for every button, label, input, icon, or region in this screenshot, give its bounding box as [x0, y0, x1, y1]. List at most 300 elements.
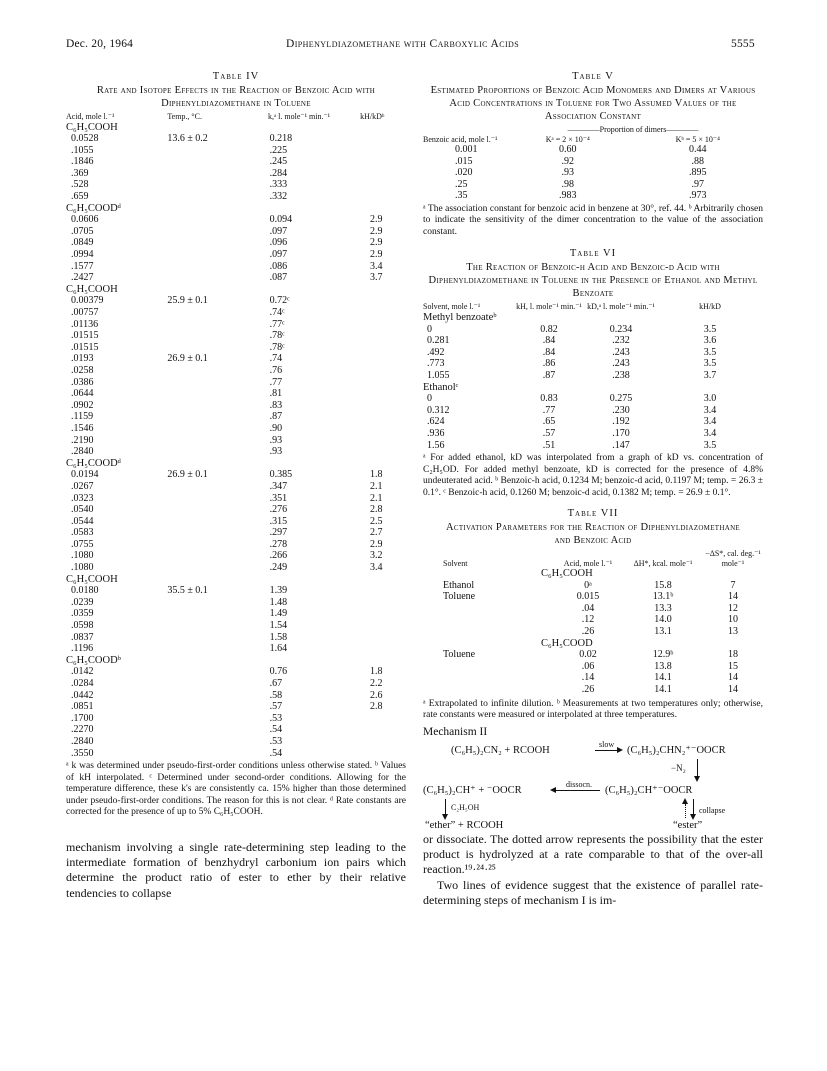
table6-cell: .243 — [612, 346, 630, 358]
table4-row — [66, 748, 406, 760]
table4-row — [66, 678, 406, 690]
table4-row — [66, 539, 406, 551]
table4-cell — [338, 748, 406, 760]
table7-cell — [423, 603, 553, 615]
table4-cell — [167, 748, 259, 760]
table4-row — [66, 632, 406, 644]
table4-cell: .54 — [269, 747, 283, 759]
table4-cell: .1700 — [71, 712, 94, 724]
table4-group-row — [66, 655, 406, 667]
table4-cell — [338, 342, 406, 354]
table4-cell — [167, 226, 259, 238]
table4-cell: .00757 — [71, 307, 99, 318]
table4-cell: .276 — [269, 504, 288, 516]
table4-cell: .58 — [269, 689, 283, 701]
table4-cell: .74 — [269, 353, 283, 365]
table4-cell: .77ᶜ — [269, 318, 285, 330]
table6-cell: .773 — [427, 358, 445, 370]
table5-cell: .93 — [561, 167, 575, 179]
table4-row — [66, 562, 406, 574]
table4-cell — [167, 550, 259, 562]
table4-row — [66, 550, 406, 562]
table5-col-span: ————Proportion of dimers———— — [567, 125, 699, 134]
table4-row — [66, 411, 406, 423]
table4-cell — [167, 388, 259, 400]
table7 — [423, 549, 763, 696]
table4-cell: 1.64 — [269, 643, 288, 655]
table4-cell: .0442 — [71, 689, 94, 701]
table4-cell: .333 — [269, 179, 288, 191]
table4-footnote: ᵃ k was determined under pseudo-first-order conditions unless otherwise stated. ᵇ Values of kH interpolated. ᶜ Determined under second-order conditions. Allowing for the temperature difference, these k's are consistently ca. 15% higher than those determined under pseudo-first-order conditions. The reason for this is not clear. ᵈ Rate constants are corrected for the presence of up to 5% C₆H₅COOH. — [66, 761, 406, 818]
table4-row — [66, 295, 406, 307]
table5-cell: .25 — [455, 178, 468, 190]
table4-row — [66, 272, 406, 284]
table4-cell: .0267 — [71, 480, 94, 492]
table7-footnote: ᵃ Extrapolated to infinite dilution. ᵇ Measurements at two temperatures only; otherwise, rate constants were measured or interpolated at three temperatures. — [423, 698, 763, 721]
table4-cell: .347 — [269, 480, 288, 492]
table6-cell: .492 — [427, 346, 445, 358]
table4-cell — [338, 319, 406, 331]
table7-cell: 12.9ᵇ — [652, 649, 674, 661]
table4-cell — [167, 527, 259, 539]
table6-col-kd: kD,ᵃ l. mole⁻¹ min.⁻¹ — [587, 302, 655, 312]
table7-cell: 14 — [728, 591, 738, 603]
table7-cell: 13 — [728, 626, 738, 638]
table4-cell: 13.6 ± 0.2 — [167, 133, 208, 145]
table6-row — [423, 393, 763, 405]
table4-cell: .0193 — [71, 353, 94, 365]
table5-col-k1: Kᵃ = 2 × 10⁻⁴ — [545, 134, 590, 144]
table4-cell — [167, 156, 259, 168]
table7-cell: .26 — [581, 626, 595, 638]
table4-cell: .249 — [269, 562, 288, 574]
table4-group-name: C₆H₅COODᵈ — [66, 202, 121, 214]
table4-cell: .1577 — [71, 260, 94, 272]
table4-cell — [167, 249, 259, 261]
table4-cell: .0142 — [71, 666, 94, 678]
table4-cell: 2.9 — [369, 538, 383, 550]
table6-cell: 3.5 — [703, 439, 717, 451]
table4-cell: 26.9 ± 0.1 — [167, 469, 208, 481]
table6-footnote: ᵃ For added ethanol, kD was interpolated from a graph of kD vs. concentration of C₂H₅OD. For added methyl benzoate, kD is corrected for the presence of 4.8% undeuterated acid. ᵇ Benzoic-h acid, 0.1234 M; benzoic-d acid, 0.1197 M; temp. = 26.3 ± 0.1°. ᶜ Benzoic-h acid, 0.1260 M; benzoic-d acid, 0.1382 M; temp. = 26.9 ± 0.1°. — [423, 453, 763, 498]
table4-cell: .3550 — [71, 747, 94, 759]
table7-row — [423, 672, 763, 684]
table4-row — [66, 353, 406, 365]
table6-cell: 3.7 — [703, 369, 717, 381]
table4-cell — [167, 690, 259, 702]
table4-group-row — [66, 122, 406, 134]
table4-group-name: C₆H₅COOH — [66, 283, 118, 295]
table6-cell: .170 — [612, 427, 630, 439]
table4-row — [66, 237, 406, 249]
table4-cell — [338, 179, 406, 191]
table4-cell: 26.9 ± 0.1 — [167, 353, 208, 365]
table7-cell: 13.1ᵇ — [652, 591, 674, 603]
table4-cell — [338, 597, 406, 609]
table7-cell: .26 — [581, 684, 595, 696]
table4-cell: .67 — [269, 678, 283, 689]
table5-title: Estimated Proportions of Benzoic Acid Monomers and Dimers at Various Acid Concentrations in Toluene for Two Assumed Values of the Association Constant — [430, 85, 756, 122]
table4-cell: .57 — [269, 701, 283, 713]
table4-group-row — [66, 458, 406, 470]
table6-row — [423, 335, 763, 347]
table4-row — [66, 597, 406, 609]
table4-cell: 2.2 — [369, 678, 383, 689]
table4-row — [66, 608, 406, 620]
table6-cell: .243 — [612, 358, 630, 370]
table4-cell: .528 — [71, 179, 89, 191]
table4-cell: .0705 — [71, 225, 94, 237]
table4-title: Rate and Isotope Effects in the Reaction of Benzoic Acid with Diphenyldiazomethane in Toluene — [96, 85, 376, 109]
table4-cell — [167, 214, 259, 226]
table7-col-acid: Acid, mole l.⁻¹ — [563, 558, 613, 568]
table4-row — [66, 214, 406, 226]
table7-row — [423, 603, 763, 615]
table4-cell — [338, 713, 406, 725]
table4-cell: .01136 — [71, 318, 99, 330]
table4-cell: 3.7 — [369, 272, 383, 284]
table7-cell: 0ᵃ — [584, 579, 592, 591]
table4-cell: 2.5 — [369, 515, 383, 527]
table4-row — [66, 481, 406, 493]
table4-row — [66, 388, 406, 400]
table4-group-name: C₆H₅COODᵈ — [66, 457, 121, 469]
table4-cell — [338, 295, 406, 307]
table5-row — [423, 156, 763, 168]
table4-row — [66, 469, 406, 481]
table4-cell — [167, 666, 259, 678]
table4-cell: .2270 — [71, 724, 94, 736]
table6-col-solvent: Solvent, mole l.⁻¹ — [423, 302, 481, 312]
table7-cell: 15.8 — [654, 579, 672, 591]
table4-cell: 2.7 — [369, 527, 383, 539]
mechanism-eq1-left: (C₆H₅)₂CN₂ + RCOOH — [451, 744, 550, 756]
table6-cell: 0.82 — [540, 323, 558, 335]
table5-cell: .973 — [689, 190, 707, 202]
table7-cell: Toluene — [443, 649, 476, 661]
table4-cell: .01515 — [71, 330, 99, 342]
table4-cell: .332 — [269, 191, 288, 203]
table4-col-ratio: kH/kDᵇ — [360, 112, 385, 121]
table5-cell: 0.001 — [455, 144, 478, 155]
table4 — [66, 112, 406, 759]
table4-cell: .0598 — [71, 620, 94, 632]
table4-cell — [338, 168, 406, 180]
table4-row — [66, 446, 406, 458]
table4-cell: .097 — [269, 249, 288, 261]
table4-cell — [167, 191, 259, 203]
table7-cell: 0.015 — [576, 591, 600, 603]
table5-cell: .88 — [691, 155, 705, 167]
table6-cell: .192 — [612, 416, 630, 428]
left-column — [66, 70, 406, 901]
table4-cell: 0.0194 — [71, 469, 99, 481]
table6-cell: .84 — [542, 335, 556, 347]
table4-cell: .0644 — [71, 388, 94, 400]
table4-cell: .0583 — [71, 527, 94, 539]
table7-group-name: C₆H₅COOH — [541, 568, 593, 580]
table4-row — [66, 400, 406, 412]
table4-cell — [167, 643, 259, 655]
table4-row — [66, 516, 406, 528]
mechanism-eq2-left: (C₆H₅)₂CH⁺ + ⁻OOCR — [423, 784, 522, 796]
table4-row — [66, 666, 406, 678]
right-column — [423, 70, 763, 909]
table4-cell: .351 — [269, 492, 288, 504]
table6-title: The Reaction of Benzoic-h Acid and Benzoic-d Acid with Diphenyldiazomethane in Toluene in the Presence of Ethanol and Methyl Benzoate — [428, 262, 758, 300]
table6-cell: .624 — [427, 416, 445, 428]
table4-cell: .1080 — [71, 562, 94, 574]
table4-cell — [338, 191, 406, 203]
table7-cell: 13.1 — [654, 626, 672, 638]
table4-row — [66, 724, 406, 736]
table6-cell: .238 — [612, 369, 630, 381]
table5-cell: .983 — [559, 190, 577, 202]
mechanism-label: Mechanism II — [423, 725, 488, 738]
table4-col-acid: Acid, mole l.⁻¹ — [66, 112, 115, 121]
table7-cell: .14 — [581, 672, 595, 684]
table7-cell: 7 — [730, 579, 736, 591]
table4-cell — [338, 411, 406, 423]
table4-cell: 2.6 — [369, 689, 383, 701]
table4-cell: .90 — [269, 422, 283, 434]
table4-cell: .087 — [269, 272, 288, 284]
table4-cell: .1546 — [71, 422, 94, 434]
table5-cell: .020 — [455, 167, 473, 179]
table4-cell: .78ᶜ — [269, 330, 285, 342]
mechanism — [423, 726, 763, 830]
right-arrow-head-icon — [617, 747, 623, 753]
table4-group-row — [66, 574, 406, 586]
table7-label: Table VII — [567, 508, 619, 520]
table4-cell: .81 — [269, 388, 283, 400]
table4-group-name: C₆H₅COODᵇ — [66, 654, 121, 666]
table4-cell: 1.48 — [269, 596, 288, 608]
table4-cell: .096 — [269, 237, 288, 249]
table4-cell — [167, 516, 259, 528]
table4-row — [66, 435, 406, 447]
table7-cell: 12 — [728, 602, 738, 614]
table6-row — [423, 358, 763, 370]
table4-cell: 2.9 — [369, 214, 383, 226]
table6-cell: 3.4 — [703, 427, 717, 439]
table7-cell: Ethanol — [443, 579, 475, 591]
header-page: 5555 — [731, 38, 755, 50]
table4-group-row — [66, 284, 406, 296]
table4-cell: 0.72ᶜ — [269, 295, 290, 307]
table4-group-name: C₆H₅COOH — [66, 573, 118, 585]
table7-cell: Toluene — [443, 591, 476, 603]
table7-cell: 10 — [728, 614, 738, 626]
table4-cell: .83 — [269, 399, 283, 411]
table4-cell — [167, 342, 259, 354]
table4-cell: 1.8 — [369, 469, 383, 481]
table7-row — [423, 580, 763, 592]
table6-row — [423, 440, 763, 452]
up-arrow-dotted-icon — [685, 804, 686, 818]
body-text-left: mechanism involving a single rate-determining step leading to the intermediate formation of benzhydryl carbonium ion pairs which determine the product ratio of ester to ether by their relative tendencies to collapse — [66, 839, 406, 900]
table6-row — [423, 416, 763, 428]
table7-cell: 15 — [728, 660, 738, 672]
table4-cell — [167, 446, 259, 458]
table4-cell: .87 — [269, 411, 283, 423]
table4-cell: .1055 — [71, 144, 94, 156]
table4-row — [66, 145, 406, 157]
table4-row — [66, 365, 406, 377]
table4-cell: .1196 — [71, 643, 94, 655]
table6-cell: .87 — [542, 369, 556, 381]
table4-cell — [338, 353, 406, 365]
table7-cell: 13.3 — [654, 602, 672, 614]
table4-label: Table IV — [212, 71, 260, 82]
table4-cell — [167, 620, 259, 632]
table4-row — [66, 133, 406, 145]
table7-cell: 14 — [728, 672, 738, 684]
table6-cell: 3.5 — [703, 346, 717, 358]
table7-group-row — [423, 638, 763, 650]
table4-cell — [167, 145, 259, 157]
table5-cell: .35 — [455, 190, 468, 202]
table7-cell — [423, 661, 553, 673]
mechanism-ethanol: C₂H₅OH — [451, 802, 480, 812]
table4-row — [66, 179, 406, 191]
table7-row — [423, 626, 763, 638]
table4-cell — [167, 365, 259, 377]
table7-cell: .12 — [581, 614, 595, 626]
table4-cell — [167, 261, 259, 273]
table4-cell — [167, 330, 259, 342]
table6-cell: .86 — [542, 358, 556, 370]
table4-cell: .0851 — [71, 701, 94, 713]
table6-cell: 1.055 — [427, 369, 450, 381]
table7-cell — [423, 614, 553, 626]
table4-cell: .53 — [269, 712, 283, 724]
table4-cell — [167, 504, 259, 516]
table4-cell — [338, 423, 406, 435]
table6-cell: 0 — [427, 323, 432, 335]
mechanism-eq1-right: (C₆H₅)₂CHN₂⁺⁻OOCR — [627, 744, 726, 756]
table4-cell: .0755 — [71, 538, 94, 550]
table6-cell: 0.281 — [427, 335, 450, 347]
table7-cell — [423, 626, 553, 638]
table7-cell: .06 — [581, 660, 595, 672]
table4-cell: .315 — [269, 515, 288, 527]
table4-cell: 1.54 — [269, 620, 288, 632]
table7-row — [423, 614, 763, 626]
table7-row — [423, 591, 763, 603]
table4-cell — [338, 435, 406, 447]
table4-cell — [167, 481, 259, 493]
table4-cell: .659 — [71, 191, 89, 203]
table4-cell — [167, 678, 259, 690]
table5-col-k2: Kᵇ = 5 × 10⁻⁴ — [675, 134, 720, 144]
table6-cell: .65 — [542, 416, 556, 428]
table4-cell: .0849 — [71, 237, 94, 249]
table6-group-name: Methyl benzoateᵇ — [423, 311, 497, 323]
table4-cell: 2.9 — [369, 225, 383, 237]
table4-cell: .0386 — [71, 376, 94, 388]
table4-row — [66, 713, 406, 725]
table6-row — [423, 428, 763, 440]
table4-cell: .53 — [269, 735, 283, 747]
table6-cell: 3.0 — [703, 393, 717, 405]
table6-cell: 0.312 — [427, 404, 450, 416]
mechanism-ether: “ether” + RCOOH — [425, 819, 504, 831]
table4-cell: .0258 — [71, 364, 94, 376]
table6-label: Table VI — [569, 248, 617, 260]
body-text-right-1: or dissociate. The dotted arrow represents the possibility that the ester product is hydrolyzed at a rate comparable to that of the over-all reaction.¹⁹·²⁴·²⁵ — [423, 831, 763, 877]
table4-row — [66, 527, 406, 539]
table4-cell: 1.8 — [369, 666, 383, 678]
table4-group-name: C₆H₅COOH — [66, 121, 118, 133]
table4-cell — [338, 365, 406, 377]
table4-cell — [338, 724, 406, 736]
table6-group-row — [423, 312, 763, 324]
table6-row — [423, 347, 763, 359]
table6-col-ratio: kH/kD — [699, 302, 721, 312]
table4-cell — [167, 272, 259, 284]
table4-cell: .0359 — [71, 608, 94, 620]
table4-cell — [338, 446, 406, 458]
table4-row — [66, 226, 406, 238]
table7-title: Activation Parameters for the Reaction of Diphenyldiazomethane and Benzoic Acid — [446, 522, 740, 547]
table4-cell: .245 — [269, 156, 288, 168]
table4-cell — [338, 643, 406, 655]
up-arrow-dotted-head-icon — [682, 798, 688, 804]
table5-label: Table V — [572, 71, 614, 82]
table5-cell: .895 — [689, 167, 707, 179]
table4-cell: .0544 — [71, 515, 94, 527]
table6-cell: .84 — [542, 346, 556, 358]
table6-row — [423, 405, 763, 417]
table4-cell: 2.1 — [369, 492, 383, 504]
table4-cell: .78ᶜ — [269, 341, 285, 353]
table4-cell — [167, 713, 259, 725]
table4-cell: .284 — [269, 167, 288, 179]
table4-cell: 2.9 — [369, 237, 383, 249]
table5-row — [423, 179, 763, 191]
table4-cell: .74ᶜ — [269, 307, 285, 318]
table4-cell: 0.0606 — [71, 214, 99, 226]
table6-col-kh: kH, l. mole⁻¹ min.⁻¹ — [516, 302, 582, 312]
mechanism-ester: “ester” — [673, 819, 703, 831]
table4-row — [66, 504, 406, 516]
table4-cell — [338, 585, 406, 597]
table4-row — [66, 585, 406, 597]
table4-cell: .54 — [269, 724, 283, 736]
table4-cell — [167, 237, 259, 249]
table6 — [423, 302, 763, 451]
table4-cell: .0239 — [71, 596, 94, 608]
table7-cell: .04 — [581, 602, 595, 614]
table4-cell: .1080 — [71, 550, 94, 562]
table4-row — [66, 493, 406, 505]
table6-row — [423, 370, 763, 382]
table4-row — [66, 423, 406, 435]
table4-cell — [167, 307, 259, 319]
table4-cell — [167, 377, 259, 389]
table5-cell: .92 — [561, 155, 575, 167]
table4-cell: 0.094 — [269, 214, 293, 226]
table7-cell: 0.02 — [579, 649, 597, 661]
table7-col-ds: −ΔS*, cal. deg.⁻¹ mole⁻¹ — [705, 549, 761, 568]
table7-cell: 13.8 — [654, 660, 672, 672]
table6-cell: 0.83 — [540, 393, 558, 405]
mechanism-minus-n2: −N₂ — [671, 762, 686, 773]
table5-row — [423, 167, 763, 179]
table4-cell — [338, 307, 406, 319]
table6-cell: .51 — [542, 439, 556, 451]
